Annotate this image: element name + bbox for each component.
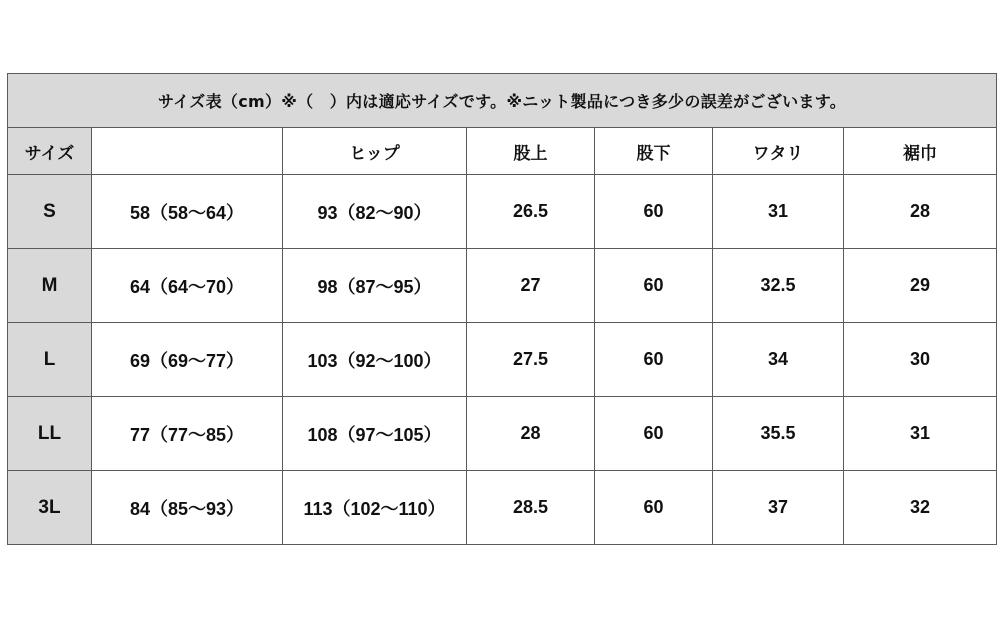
hip-cell: 108（97～105） [283,397,467,471]
thigh-cell: 35.5 [713,397,844,471]
header-hem: 裾巾 [844,128,997,175]
rise-cell: 28 [467,397,595,471]
table-header-row [8,128,997,175]
thigh-cell: 37 [713,471,844,545]
header-hip: ヒップ [283,128,467,175]
thigh-cell: 31 [713,175,844,249]
inseam-cell: 60 [595,471,713,545]
rise-cell: 27 [467,249,595,323]
hip-cell: 98（87～95） [283,249,467,323]
hem-cell: 32 [844,471,997,545]
table-title: サイズ表（cm）※（ ）内は適応サイズです。※ニット製品につき多少の誤差がございます。 [8,74,997,128]
header-thigh: ワタリ [713,128,844,175]
waist-cell: 69（69～77） [92,323,283,397]
size-cell: LL [8,397,92,471]
inseam-cell: 60 [595,323,713,397]
header-rise: 股上 [467,128,595,175]
inseam-cell: 60 [595,175,713,249]
rise-cell: 27.5 [467,323,595,397]
size-cell: S [8,175,92,249]
thigh-cell: 32.5 [713,249,844,323]
header-size: サイズ [8,128,92,175]
hem-cell: 30 [844,323,997,397]
rise-cell: 26.5 [467,175,595,249]
waist-cell: 77（77～85） [92,397,283,471]
size-cell: M [8,249,92,323]
size-cell: L [8,323,92,397]
thigh-cell: 34 [713,323,844,397]
inseam-cell: 60 [595,397,713,471]
header-inseam: 股下 [595,128,713,175]
hem-cell: 31 [844,397,997,471]
waist-cell: 58（58～64） [92,175,283,249]
hip-cell: 93（82～90） [283,175,467,249]
table-row [8,175,997,249]
waist-cell: 84（85～93） [92,471,283,545]
rise-cell: 28.5 [467,471,595,545]
table-row [8,249,997,323]
size-cell: 3L [8,471,92,545]
hip-cell: 103（92～100） [283,323,467,397]
table-title-row [8,74,997,128]
hem-cell: 29 [844,249,997,323]
table-row [8,323,997,397]
waist-cell: 64（64～70） [92,249,283,323]
hem-cell: 28 [844,175,997,249]
hip-cell: 113（102～110） [283,471,467,545]
table-row [8,397,997,471]
inseam-cell: 60 [595,249,713,323]
table-row [8,471,997,545]
header-waist [92,128,283,175]
size-table [7,73,997,545]
